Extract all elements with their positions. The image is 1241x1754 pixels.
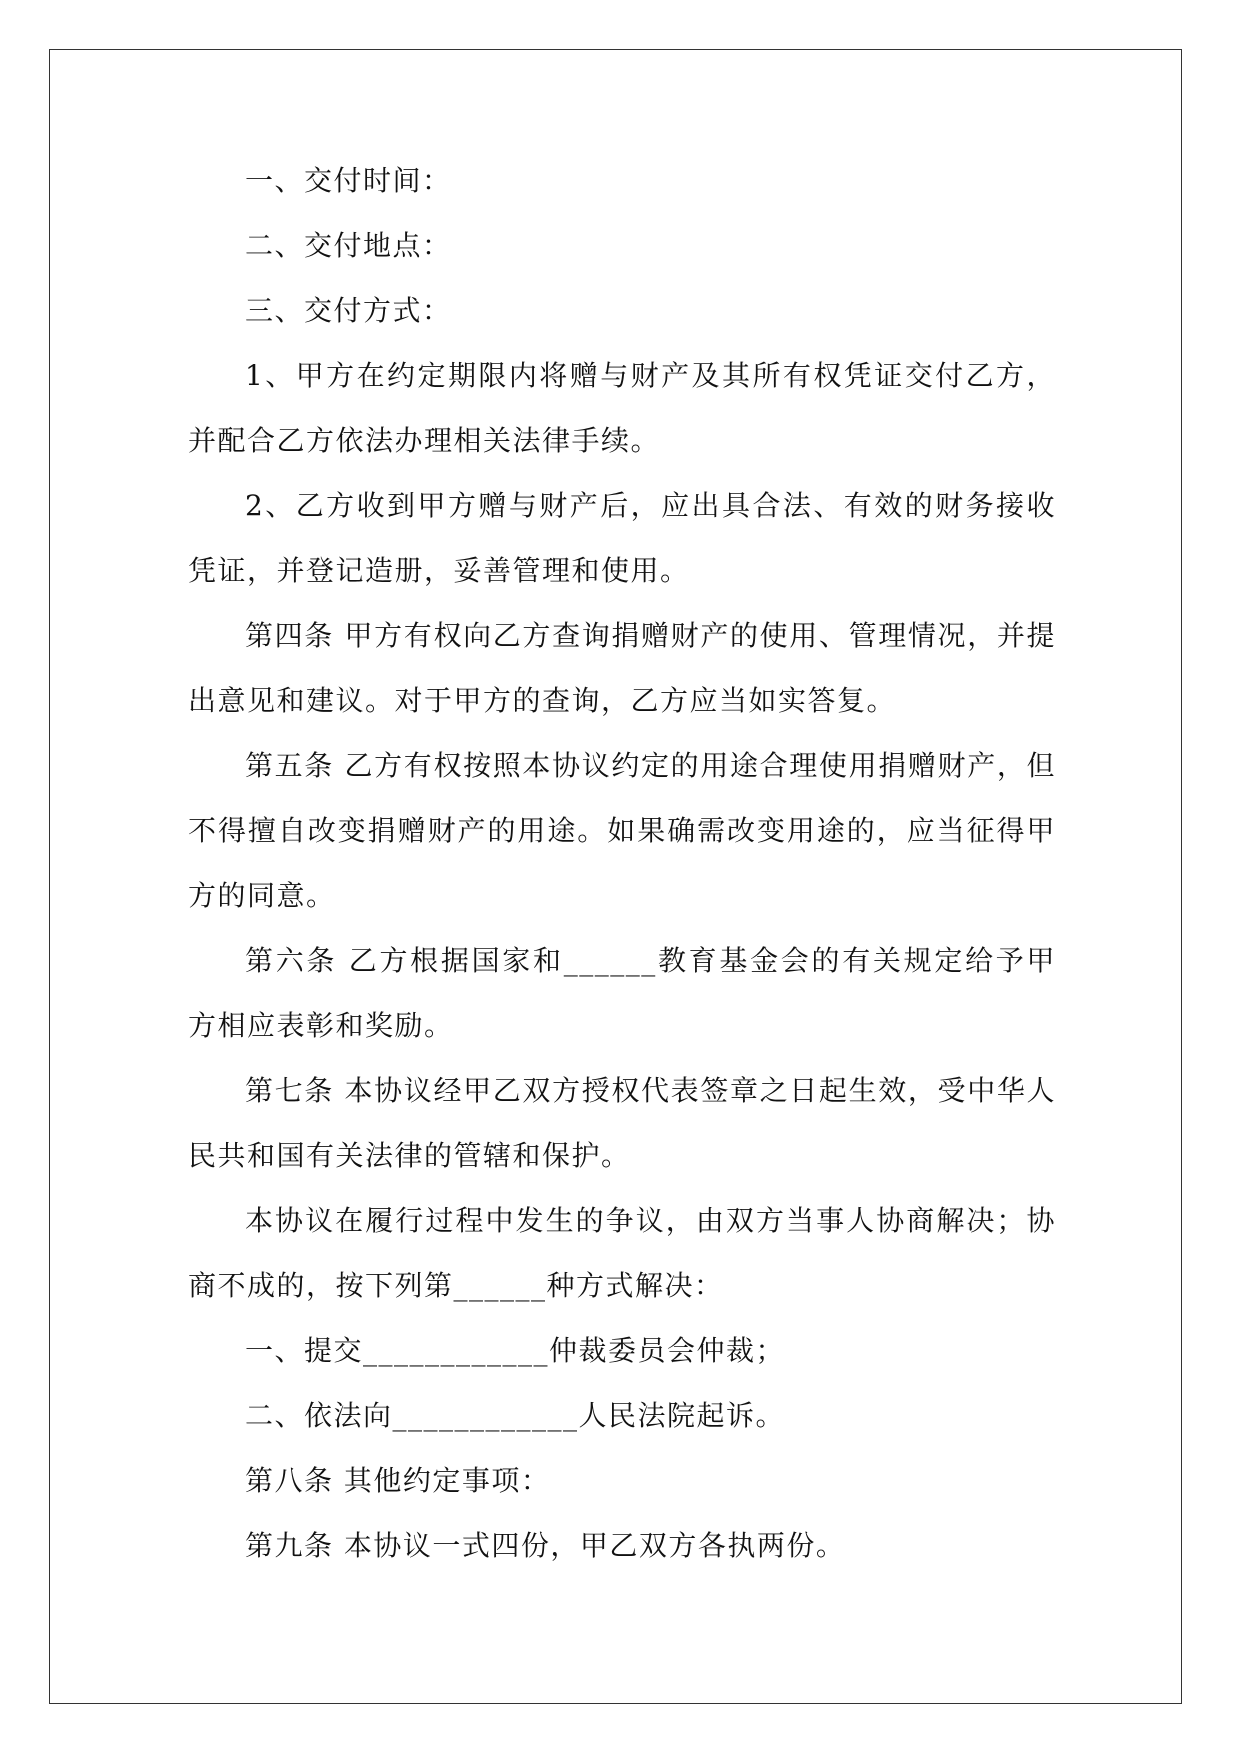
dispute-option-arbitration: 一、提交____________仲裁委员会仲裁； <box>245 1334 786 1367</box>
article-6: 第六条 乙方根据国家和______教育基金会的有关规定给予甲方相应表彰和奖励。 <box>188 944 1056 1042</box>
article-4: 第四条 甲方有权向乙方查询捐赠财产的使用、管理情况，并提出意见和建议。对于甲方的查询，乙方应当如实答复。 <box>188 619 1056 717</box>
clause-method-item-1: 1、甲方在约定期限内将赠与财产及其所有权凭证交付乙方，并配合乙方依法办理相关法律手续。 <box>188 359 1056 457</box>
dispute-resolution: 本协议在履行过程中发生的争议，由双方当事人协商解决；协商不成的，按下列第______种方式解决： <box>188 1204 1056 1302</box>
article-9: 第九条 本协议一式四份，甲乙双方各执两份。 <box>245 1529 846 1562</box>
dispute-option-court: 二、依法向____________人民法院起诉。 <box>245 1399 786 1432</box>
article-7: 第七条 本协议经甲乙双方授权代表签章之日起生效，受中华人民共和国有关法律的管辖和保护。 <box>188 1074 1056 1172</box>
document-body <box>188 148 1056 1578</box>
article-8: 第八条 其他约定事项： <box>245 1464 551 1497</box>
clause-method-item-2: 2、乙方收到甲方赠与财产后，应出具合法、有效的财务接收凭证，并登记造册，妥善管理和使用。 <box>188 489 1056 587</box>
clause-delivery-time: 一、交付时间： <box>245 164 452 197</box>
article-5: 第五条 乙方有权按照本协议约定的用途合理使用捐赠财产，但不得擅自改变捐赠财产的用途。如果确需改变用途的，应当征得甲方的同意。 <box>188 749 1056 912</box>
clause-delivery-place: 二、交付地点： <box>245 229 452 262</box>
clause-delivery-method: 三、交付方式： <box>245 294 452 327</box>
